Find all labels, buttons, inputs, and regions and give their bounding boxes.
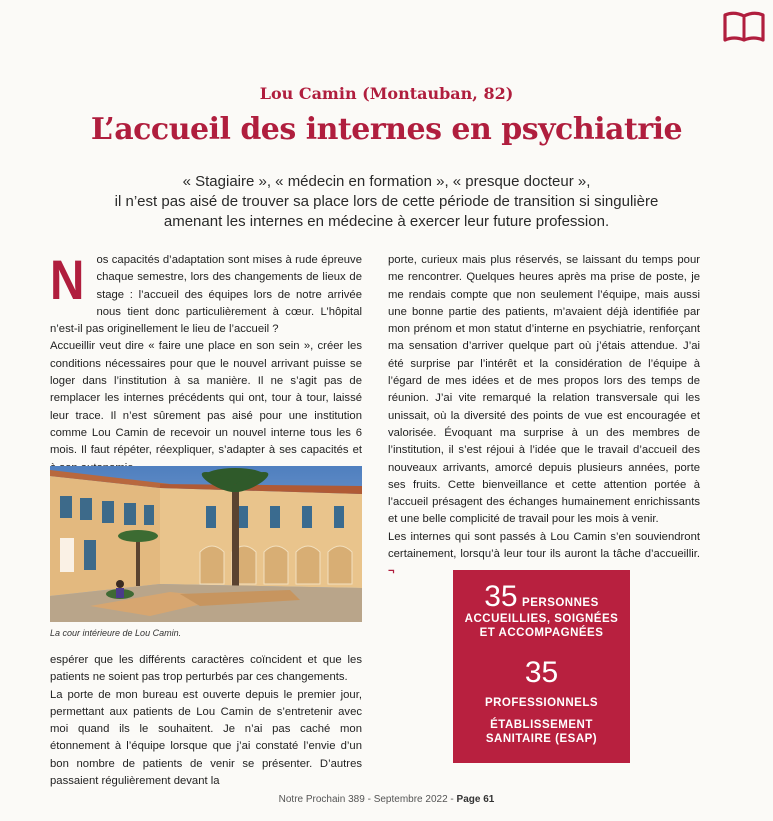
book-icon [722, 10, 766, 44]
paragraph-text: Les internes qui sont passés à Lou Camin s’en souviendront certainement, lorsqu’à leur tour ils auront la tâche d’accueillir. [388, 530, 700, 561]
figure-label: ÉTABLISSEMENT [490, 719, 593, 731]
column-left-top [50, 248, 362, 477]
paragraph: La porte de mon bureau est ouverte depuis le premier jour, permettant aux patients de Lou Camin de s’entretenir avec moi quand ils le souhaitent. Je n’ai pas caché mon étonnement à l’équipe lorsque que j’ai constaté l’envie d’un bon nombre de patients de venir se présenter. D’autres passaient régulièrement devant la [50, 688, 362, 788]
footer-text: Notre Prochain 389 - Septembre 2022 - [278, 794, 457, 805]
figure-people [453, 582, 630, 640]
figure-label: ET ACCOMPAGNÉES [479, 627, 604, 639]
figure-label: ACCUEILLIES, SOIGNÉES [464, 613, 619, 625]
paragraph: porte, curieux mais plus réservés, se laissant du temps pour me rencontrer. Quelques heures après ma prise de poste, je me rendais compte que non seulement l’équipe, mais aussi une bonne partie des patients, m’avaient déjà identifiée par mon prénom et mon statut d’interne en psychiatrie, renforçant ma sensation d’arriver quelque part où j’étais attendue. J’ai été surprise par l’intérêt et la considération de l’équipe à l’égard de mes idées et de mes propos lors des temps de réunion. J’ai vite remarqué la relation transversale qui les unissait, où la diversité des points de vue est encouragée et valorisée. Évoquant ma surprise à un des membres de l’institution, il s’est réjoui à l’idée que le travail d’accueil des nouveaux arrivants, amorcé depuis plusieurs années, porte ses fruits. Cette bienveillance et cette attention portée à l’accueil présagent des échanges humainement enrichissants et une belle complicité de travail pour les mois à venir. [388, 254, 700, 526]
paragraph: Accueillir veut dire « faire une place en son sein », créer les conditions nécessaires pour que le nouvel arrivant puisse se loger dans l’institution à sa manière. Il ne s’agit pas de remplacer les internes précédents qui ont, tour à tour, laissé leur trace. Il n’est sûrement pas aisé pour une institution comme Lou Camin de recevoir un nouvel interne tous les 6 mois. Il faut répéter, réexpliquer, s’adapter à ses capacités et [50, 340, 362, 457]
paragraph: espérer que les différents caractères coïncident et que les patients ne soient pas trop perturbés par ces changements. [50, 654, 362, 684]
figure-label: PROFESSIONNELS [484, 697, 599, 709]
column-right [388, 252, 700, 581]
paragraph: os capacités d’adaptation sont mises à rude épreuve chaque semestre, lors des changements de lieux de stage : l’accueil des équipes lors de notre arrivée nous tient donc particulièrement à cœur. L’hôpital n’est-il pas originellement le lieu de l’accueil ? [50, 254, 362, 336]
figure-number: 35 [484, 580, 518, 613]
drop-cap: N [50, 248, 85, 311]
figure-establishment [453, 718, 630, 746]
key-figures-box [453, 570, 630, 763]
article-intro [40, 172, 733, 232]
article-kicker: Lou Camin (Montauban, 82) [259, 84, 514, 103]
page-title: L’accueil des internes en psychiatrie [90, 112, 683, 147]
column-left-bottom [50, 652, 362, 790]
page-number: Page 61 [456, 794, 495, 805]
courtyard-photo [50, 466, 362, 622]
photo-caption: La cour intérieure de Lou Camin. [50, 628, 182, 638]
page-footer [0, 794, 773, 805]
figure-staff [453, 658, 630, 710]
figure-number: 35 [524, 656, 559, 689]
end-mark: ¬ [388, 565, 395, 578]
intro-line: amenant les internes en médecine à exercer leur future profession. [163, 213, 610, 230]
intro-line: « Stagiaire », « médecin en formation », « presque docteur », [182, 173, 591, 190]
figure-label: PERSONNES [522, 597, 599, 609]
intro-line: il n’est pas aisé de trouver sa place lors de cette période de transition si singulière [114, 193, 659, 210]
figure-label: SANITAIRE (ESAP) [485, 733, 598, 745]
